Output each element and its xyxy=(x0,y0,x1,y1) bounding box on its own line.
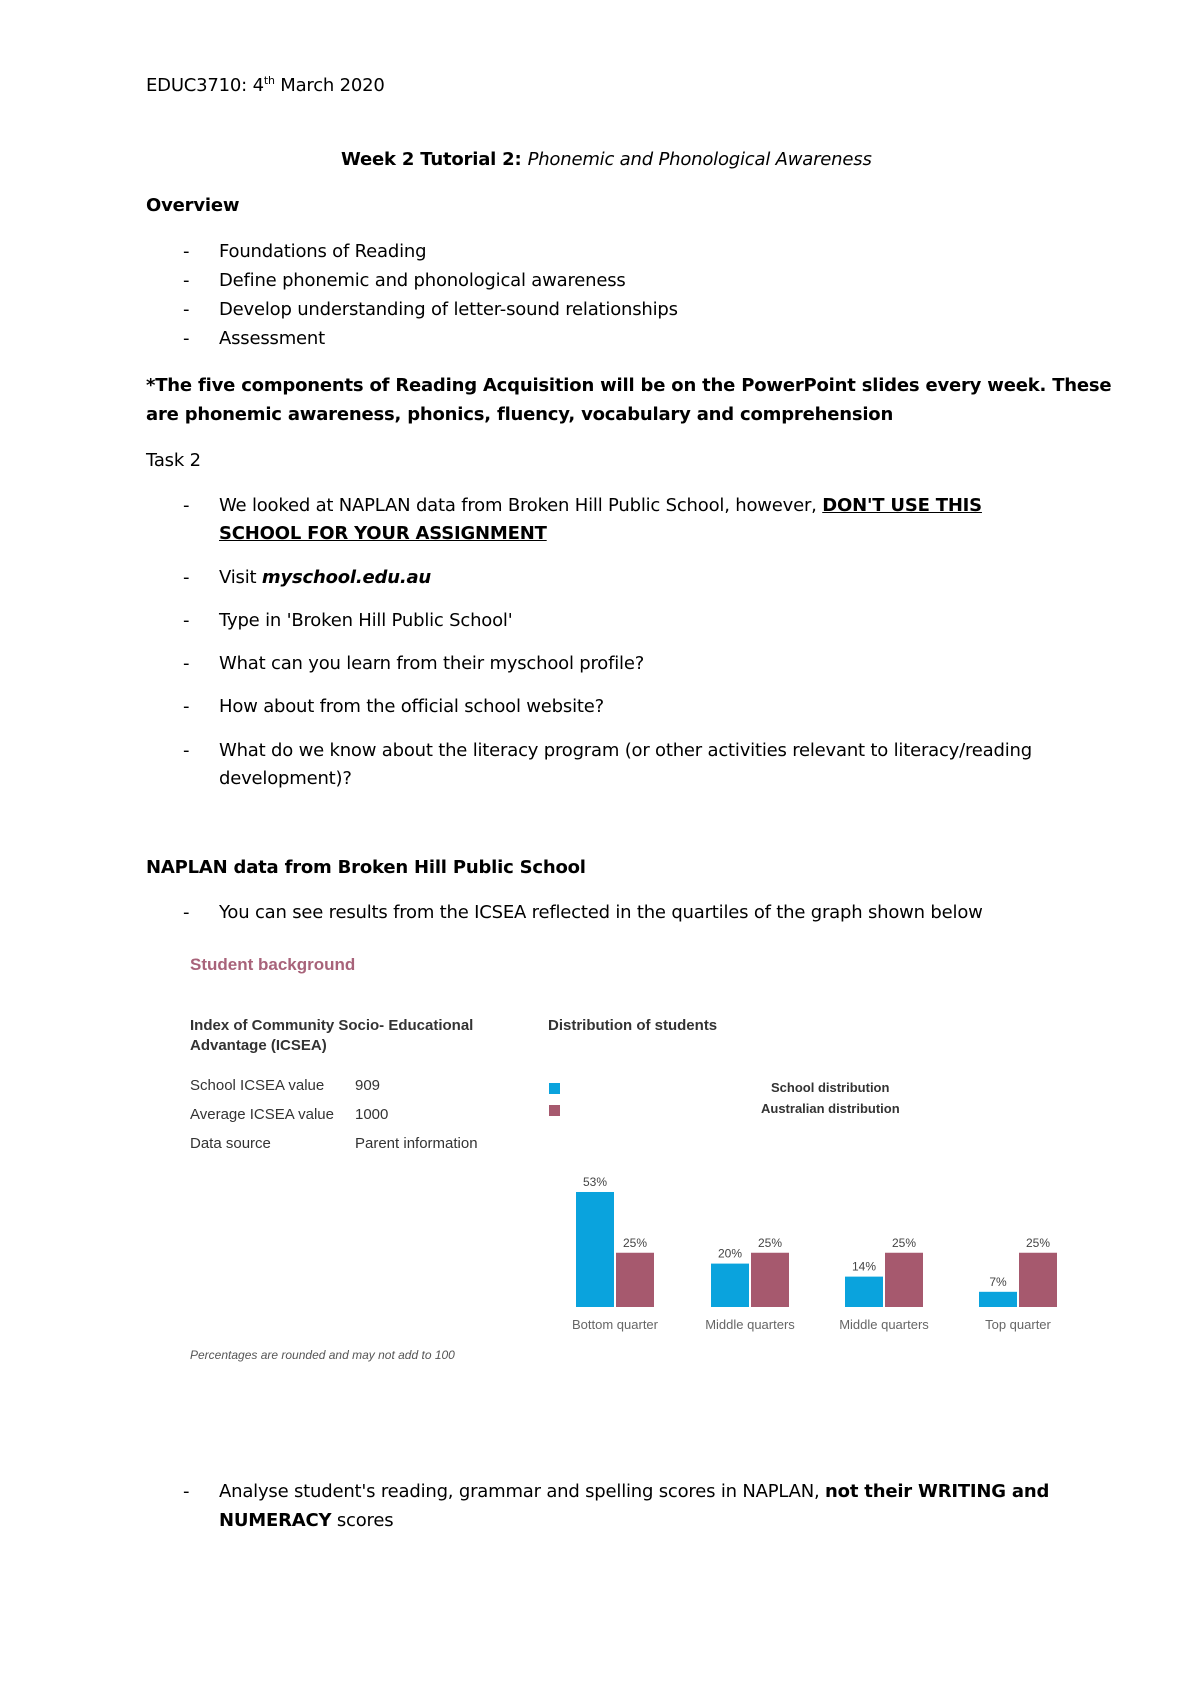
bar-label-australian: 25% xyxy=(757,1235,783,1250)
bullet-dash: - xyxy=(183,740,190,761)
bullet-dash: - xyxy=(183,241,190,262)
icsea-row-value: Parent information xyxy=(355,1135,478,1152)
final-item-text-2: scores xyxy=(331,1510,394,1531)
bar-label-australian: 25% xyxy=(622,1235,648,1250)
final-item-line1 xyxy=(219,1480,1049,1504)
task-item-5: How about from the official school website? xyxy=(219,696,604,717)
bar-school xyxy=(711,1264,749,1307)
task-item-1 xyxy=(219,494,982,518)
overview-item: Develop understanding of letter-sound relationships xyxy=(219,299,678,320)
bar-australian xyxy=(1019,1253,1057,1307)
page-title-italic: Phonemic and Phonological Awareness xyxy=(527,149,872,170)
bar-label-school: 20% xyxy=(717,1246,743,1261)
bullet-dash: - xyxy=(183,696,190,717)
student-background-figure xyxy=(180,940,1080,1380)
distribution-heading: Distribution of students xyxy=(548,1017,718,1034)
bar-label-school: 53% xyxy=(582,1174,608,1189)
naplan-item: You can see results from the ICSEA reflected in the quartiles of the graph shown below xyxy=(219,902,983,923)
bullet-dash: - xyxy=(183,567,190,588)
page-title-bold: Week 2 Tutorial 2: xyxy=(341,149,528,170)
bar-label-school: 7% xyxy=(989,1274,1007,1289)
bar-australian xyxy=(751,1253,789,1307)
bar-label-australian: 25% xyxy=(1025,1235,1051,1250)
icsea-heading-line2: Advantage (ICSEA) xyxy=(190,1037,327,1054)
category-label: Bottom quarter xyxy=(572,1317,658,1332)
task-item-2-text: Visit xyxy=(219,567,262,588)
legend-label-australian: Australian distribution xyxy=(761,1101,900,1116)
final-item-text: Analyse student's reading, grammar and spelling scores in NAPLAN, xyxy=(219,1481,826,1502)
task-item-1-warning-cont: SCHOOL FOR YOUR ASSIGNMENT xyxy=(219,523,547,544)
components-note-line1: *The five components of Reading Acquisition will be on the PowerPoint slides every week. These xyxy=(146,375,1112,396)
date-text: March 2020 xyxy=(274,75,385,96)
task-item-6-line1: What do we know about the literacy program (or other activities relevant to literacy/reading xyxy=(219,740,1032,761)
bullet-dash: - xyxy=(183,270,190,291)
bar-australian xyxy=(616,1253,654,1307)
final-item-bold: not their WRITING and xyxy=(825,1481,1050,1502)
overview-item: Foundations of Reading xyxy=(219,241,427,262)
bullet-dash: - xyxy=(183,610,190,631)
task-heading: Task 2 xyxy=(146,450,201,471)
components-note-line2: are phonemic awareness, phonics, fluency, vocabulary and comprehension xyxy=(146,404,894,425)
bar-school xyxy=(979,1292,1017,1307)
icsea-row-label: Average ICSEA value xyxy=(190,1106,334,1123)
date-superscript: th xyxy=(263,74,275,87)
bullet-dash: - xyxy=(183,495,190,516)
task-item-3: Type in 'Broken Hill Public School' xyxy=(219,610,513,631)
task-item-1-text: We looked at NAPLAN data from Broken Hill Public School, however, xyxy=(219,495,823,516)
final-item-bold-2: NUMERACY xyxy=(219,1510,332,1531)
category-label: Top quarter xyxy=(985,1317,1051,1332)
overview-item: Define phonemic and phonological awareness xyxy=(219,270,626,291)
bar-australian xyxy=(885,1253,923,1307)
bar-school xyxy=(576,1192,614,1307)
icsea-row-label: Data source xyxy=(190,1135,271,1152)
icsea-row-value: 1000 xyxy=(355,1106,389,1123)
icsea-row-value: 909 xyxy=(355,1077,381,1094)
bullet-dash: - xyxy=(183,902,190,923)
legend-label-school: School distribution xyxy=(771,1080,890,1095)
overview-item: Assessment xyxy=(219,328,325,349)
task-item-6-line2: development)? xyxy=(219,768,352,789)
student-background-title: Student background xyxy=(190,955,356,974)
bullet-dash: - xyxy=(183,1481,190,1502)
overview-heading: Overview xyxy=(146,195,240,216)
category-label: Middle quarters xyxy=(839,1317,929,1332)
task-item-2 xyxy=(219,566,431,590)
icsea-heading-line1: Index of Community Socio- Educational xyxy=(190,1017,474,1034)
icsea-row-label: School ICSEA value xyxy=(190,1077,325,1094)
page-title xyxy=(341,148,872,172)
document-header xyxy=(146,74,385,98)
percentages-footnote: Percentages are rounded and may not add to 100 xyxy=(190,1348,455,1362)
task-item-1-warning: DON'T USE THIS xyxy=(822,495,982,516)
bar-label-school: 14% xyxy=(851,1259,877,1274)
bullet-dash: - xyxy=(183,328,190,349)
category-label: Middle quarters xyxy=(705,1317,795,1332)
naplan-heading: NAPLAN data from Broken Hill Public School xyxy=(146,857,586,878)
task-item-4: What can you learn from their myschool profile? xyxy=(219,653,645,674)
myschool-link[interactable]: myschool.edu.au xyxy=(261,567,432,588)
bullet-dash: - xyxy=(183,299,190,320)
bullet-dash: - xyxy=(183,653,190,674)
bar-label-australian: 25% xyxy=(891,1235,917,1250)
final-item-line2 xyxy=(219,1509,393,1533)
course-code: EDUC3710: 4 xyxy=(146,75,264,96)
bar-school xyxy=(845,1277,883,1307)
distribution-chart xyxy=(180,940,1080,1380)
